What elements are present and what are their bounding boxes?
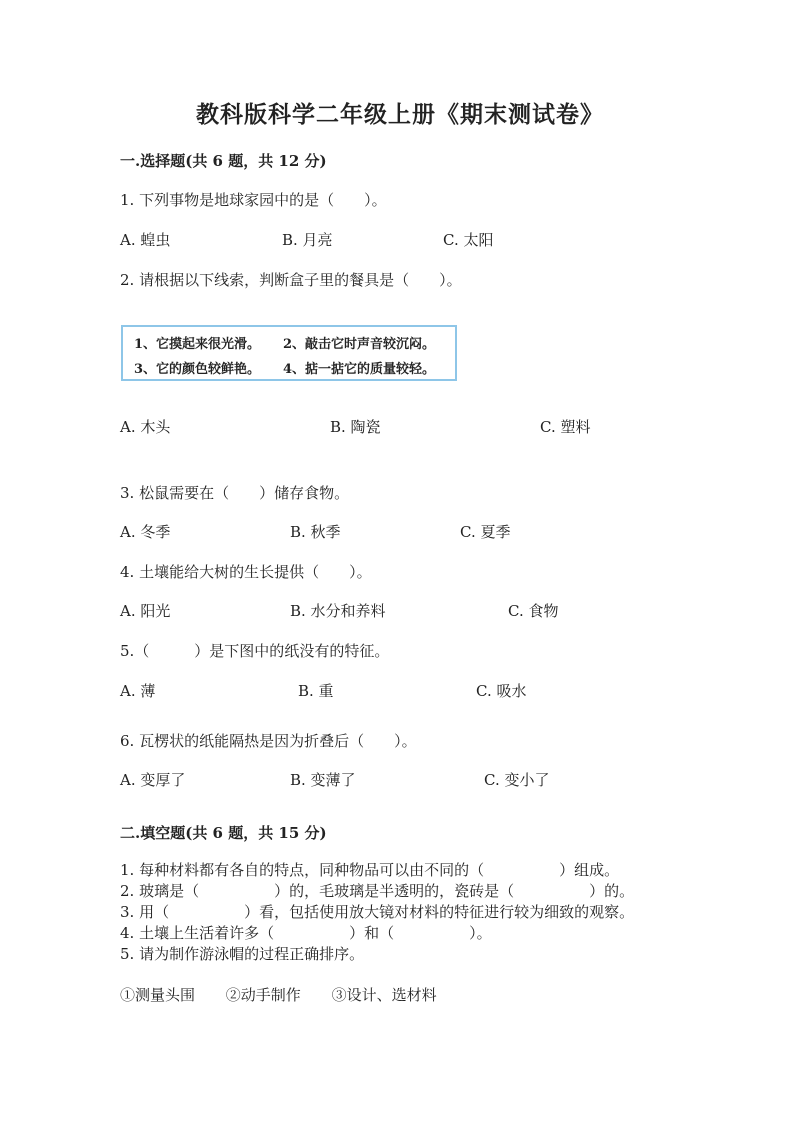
clue-box <box>121 325 457 381</box>
question-2: 2. 请根据以下线索，判断盒子里的餐具是（ ）。 <box>120 271 462 289</box>
q2-option-a: A. 木头 <box>120 418 171 436</box>
q3-option-c: C. 夏季 <box>460 523 511 541</box>
fill-item-5: 5. 请为制作游泳帽的过程正确排序。 <box>120 945 365 963</box>
fill-item-1: 1. 每种材料都有各自的特点，同种物品可以由不同的（ ）组成。 <box>120 861 620 879</box>
section-1-heading: 一.选择题(共 6 题，共 12 分) <box>120 152 327 170</box>
clue-2: 2、敲击它时声音较沉闷。 <box>283 337 436 352</box>
q5-option-c: C. 吸水 <box>476 682 527 700</box>
q4-option-c: C. 食物 <box>508 602 559 620</box>
question-4: 4. 土壤能给大树的生长提供（ ）。 <box>120 563 372 581</box>
clue-1: 1、它摸起来很光滑。 <box>134 337 261 352</box>
q3-option-b: B. 秋季 <box>290 523 341 541</box>
q2-option-b: B. 陶瓷 <box>330 418 381 436</box>
fill-item-2: 2. 玻璃是（ ）的，毛玻璃是半透明的，瓷砖是（ ）的。 <box>120 882 635 900</box>
question-6: 6. 瓦楞状的纸能隔热是因为折叠后（ ）。 <box>120 732 417 750</box>
question-5: 5.（ ）是下图中的纸没有的特征。 <box>120 642 390 660</box>
q1-option-b: B. 月亮 <box>282 231 333 249</box>
fill-item-4: 4. 土壤上生活着许多（ ）和（ ）。 <box>120 924 492 942</box>
q3-option-a: A. 冬季 <box>120 523 171 541</box>
q1-option-a: A. 蝗虫 <box>120 231 171 249</box>
page-title: 教科版科学二年级上册《期末测试卷》 <box>196 101 604 128</box>
step-3: ③设计、选材料 <box>331 986 437 1004</box>
q6-option-c: C. 变小了 <box>484 771 550 789</box>
q4-option-a: A. 阳光 <box>120 602 171 620</box>
clue-4: 4、掂一掂它的质量较轻。 <box>283 362 436 377</box>
q4-option-b: B. 水分和养料 <box>290 602 386 620</box>
question-1: 1. 下列事物是地球家园中的是（ ）。 <box>120 191 387 209</box>
step-1: ①测量头围 <box>120 986 196 1004</box>
q2-option-c: C. 塑料 <box>540 418 591 436</box>
clue-3: 3、它的颜色较鲜艳。 <box>134 362 261 377</box>
section-2-heading: 二.填空题(共 6 题，共 15 分) <box>120 824 327 842</box>
question-3: 3. 松鼠需要在（ ）储存食物。 <box>120 484 350 502</box>
step-2: ②动手制作 <box>225 986 301 1004</box>
fill-item-3: 3. 用（ ）看，包括使用放大镜对材料的特征进行较为细致的观察。 <box>120 903 635 921</box>
q5-option-a: A. 薄 <box>120 682 156 700</box>
q1-option-c: C. 太阳 <box>443 231 494 249</box>
process-steps <box>120 984 463 1005</box>
q6-option-a: A. 变厚了 <box>120 771 186 789</box>
q5-option-b: B. 重 <box>298 682 334 700</box>
q6-option-b: B. 变薄了 <box>290 771 356 789</box>
